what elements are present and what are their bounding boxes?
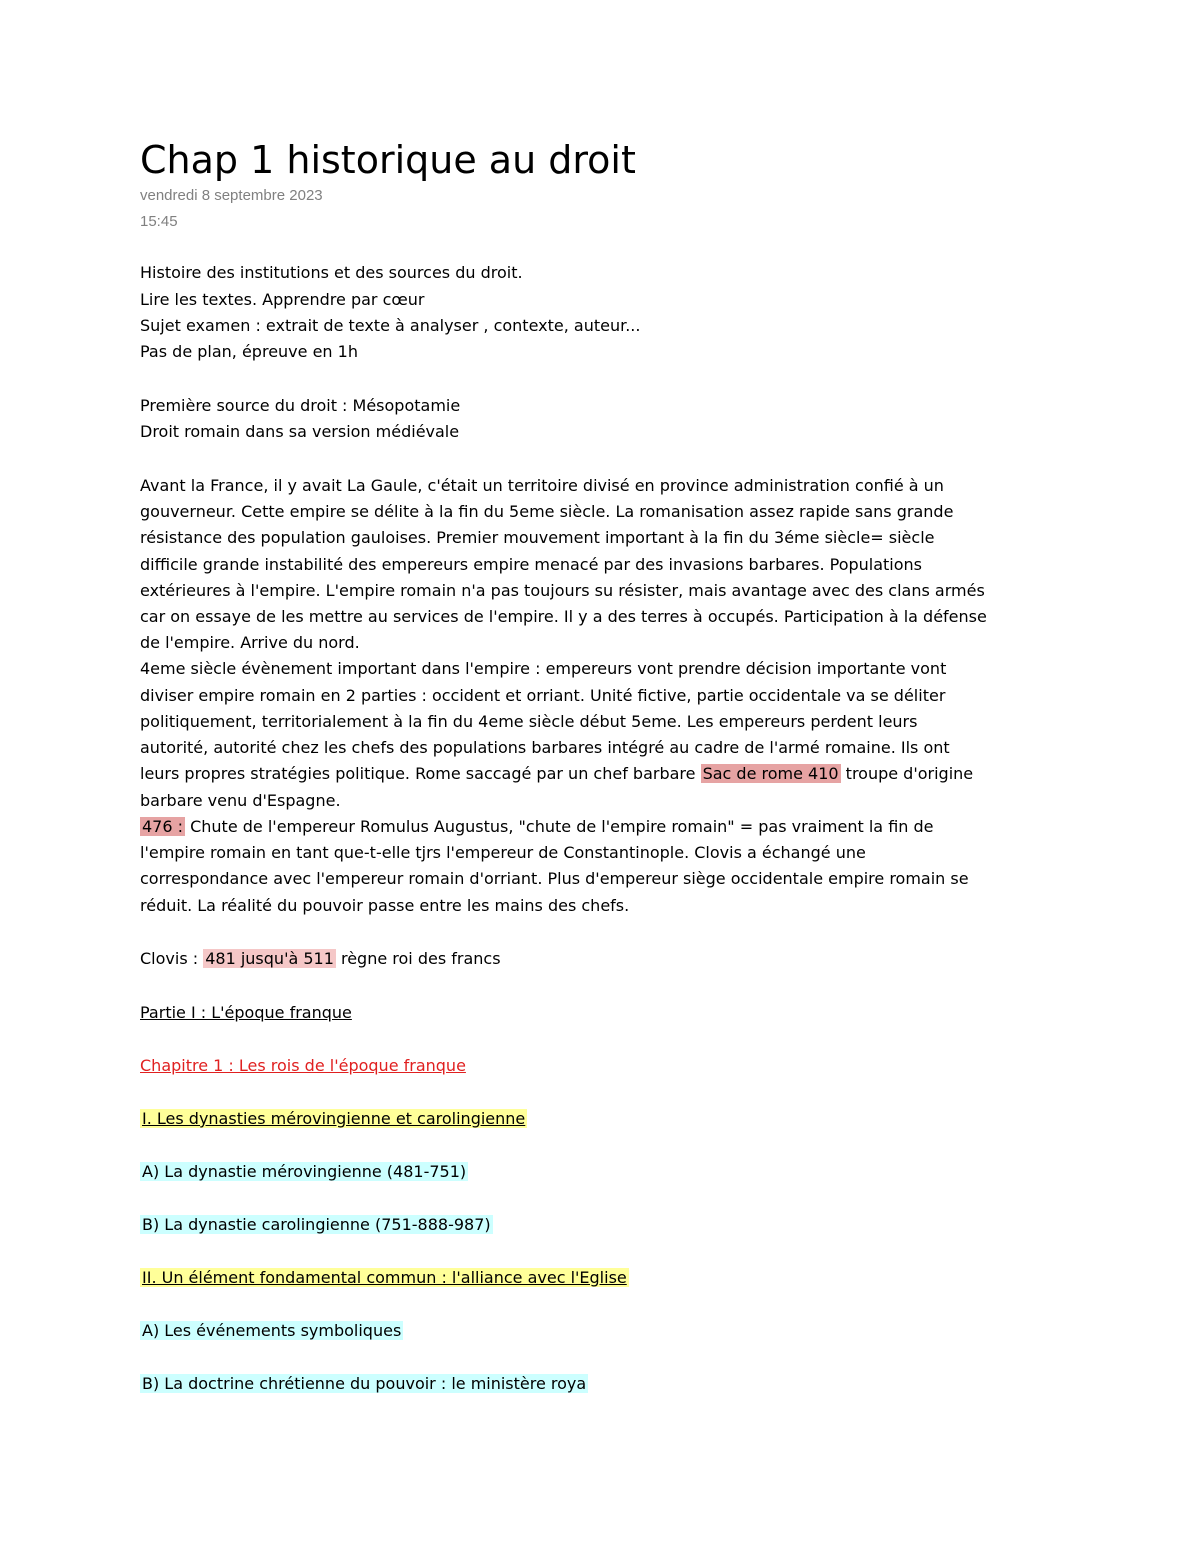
highlight-sac-de-rome: Sac de rome 410	[702, 764, 839, 783]
subsection-heading	[140, 1318, 403, 1344]
body-line: résistance des population gauloises. Premier mouvement important à la fin du 3éme siècle= siècle	[140, 528, 935, 547]
chapitre-heading: Chapitre 1 : Les rois de l'époque franque	[140, 1056, 466, 1075]
subsection-1b: B) La dynastie carolingienne (751-888-987)	[142, 1215, 491, 1234]
body-line: gouverneur. Cette empire se délite à la fin du 5eme siècle. La romanisation assez rapide sans grande	[140, 502, 954, 521]
note-date: vendredi 8 septembre 2023	[140, 187, 323, 204]
body-line: extérieures à l'empire. L'empire romain n'a pas toujours su résister, mais avantage avec des clans armés	[140, 581, 985, 600]
subsection-2a: A) Les événements symboliques	[142, 1321, 402, 1340]
intro-line: Sujet examen : extrait de texte à analyser , contexte, auteur...	[140, 316, 641, 335]
intro-line: Histoire des institutions et des sources du droit.	[140, 263, 523, 282]
body-line: Avant la France, il y avait La Gaule, c'était un territoire divisé en province administration confié à un	[140, 476, 944, 495]
subsection-heading	[140, 1371, 588, 1397]
note-time: 15:45	[140, 213, 178, 230]
intro-line: Lire les textes. Apprendre par cœur	[140, 290, 425, 309]
highlight-476: 476 :	[142, 817, 184, 836]
body-line: de l'empire. Arrive du nord.	[140, 633, 360, 652]
body-line: car on essaye de les mettre au services de l'empire. Il y a des terres à occupés. Participation à la défense	[140, 607, 987, 626]
body-line	[140, 761, 973, 787]
body-line: diviser empire romain en 2 parties : occident et orriant. Unité fictive, partie occidentale va se déliter	[140, 686, 946, 705]
subsection-heading	[140, 1212, 493, 1238]
subsection-2b: B) La doctrine chrétienne du pouvoir : le ministère roya	[142, 1374, 587, 1393]
section-heading	[140, 1106, 527, 1132]
body-line	[140, 814, 934, 840]
body-line: politiquement, territorialement à la fin du 4eme siècle début 5eme. Les empereurs perdent leurs	[140, 712, 918, 731]
sources-line: Première source du droit : Mésopotamie	[140, 396, 461, 415]
body-line: 4eme siècle évènement important dans l'empire : empereurs vont prendre décision importante vont	[140, 659, 947, 678]
page-title: Chap 1 historique au droit	[140, 138, 636, 182]
subsection-heading	[140, 1159, 468, 1185]
clovis-prefix: Clovis :	[140, 949, 204, 968]
body-line: correspondance avec l'empereur romain d'orriant. Plus d'empereur siège occidentale empire romain se	[140, 869, 969, 888]
partie-heading: Partie I : L'époque franque	[140, 1003, 352, 1022]
body-text: troupe d'origine	[840, 764, 974, 783]
body-line: autorité, autorité chez les chefs des populations barbares intégré au cadre de l'armé romaine. Ils ont	[140, 738, 950, 757]
body-line: réduit. La réalité du pouvoir passe entre les mains des chefs.	[140, 896, 630, 915]
body-text: leurs propres stratégies politique. Rome saccagé par un chef barbare	[140, 764, 701, 783]
body-line: difficile grande instabilité des empereurs empire menacé par des invasions barbares. Populations	[140, 555, 923, 574]
intro-line: Pas de plan, épreuve en 1h	[140, 342, 358, 361]
subsection-1a: A) La dynastie mérovingienne (481-751)	[142, 1162, 467, 1181]
section-1-title: I. Les dynasties mérovingienne et carolingienne	[142, 1109, 526, 1128]
body-line: barbare venu d'Espagne.	[140, 791, 341, 810]
clovis-line	[140, 946, 501, 972]
sources-line: Droit romain dans sa version médiévale	[140, 422, 460, 441]
section-heading	[140, 1265, 629, 1291]
highlight-clovis-reign: 481 jusqu'à 511	[205, 949, 334, 968]
body-text: Chute de l'empereur Romulus Augustus, "chute de l'empire romain" = pas vraiment la fin de	[185, 817, 934, 836]
body-line: l'empire romain en tant que-t-elle tjrs l'empereur de Constantinople. Clovis a échangé une	[140, 843, 866, 862]
section-2-title: II. Un élément fondamental commun : l'alliance avec l'Eglise	[142, 1268, 627, 1287]
clovis-suffix: règne roi des francs	[335, 949, 501, 968]
